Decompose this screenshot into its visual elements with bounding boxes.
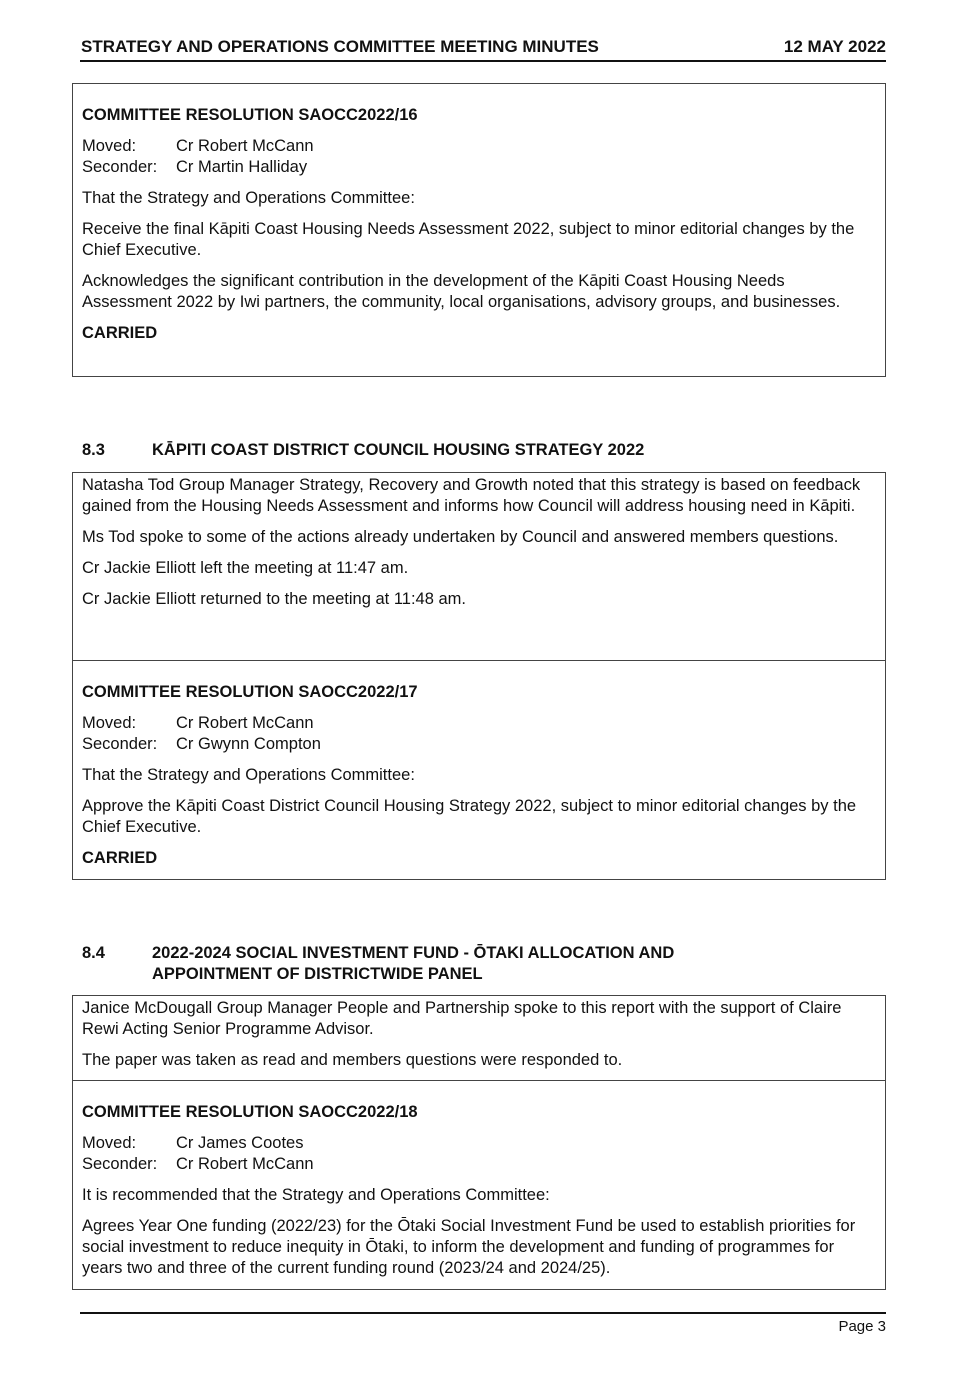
mover-block: [82, 1133, 876, 1175]
resolution-clause: Acknowledges the significant contribution in the development of the Kāpiti Coast Housing Needs Assessment 2022 by Iwi partners, the community, local organisations, advisory groups, and businesses.: [82, 272, 841, 311]
item-title-line: 2022-2024 SOCIAL INVESTMENT FUND - ŌTAKI ALLOCATION AND: [152, 944, 675, 962]
carried-label: CARRIED: [82, 849, 158, 867]
discussion-paragraph: The paper was taken as read and members questions were responded to.: [82, 1051, 623, 1069]
discussion-paragraph: Cr Jackie Elliott returned to the meeting at 11:48 am.: [82, 590, 466, 608]
resolution-box-17: [72, 660, 886, 880]
discussion-paragraph: Janice McDougall Group Manager People and Partnership spoke to this report with the support of Claire Rewi Acting Senior Programme Advisor.: [82, 999, 842, 1038]
carried-label: CARRIED: [82, 324, 158, 342]
item-number: 8.3: [82, 441, 105, 459]
resolution-intro: That the Strategy and Operations Committee:: [82, 766, 415, 784]
resolution-title: COMMITTEE RESOLUTION SAOCC2022/17: [82, 683, 418, 701]
resolution-intro: It is recommended that the Strategy and Operations Committee:: [82, 1186, 550, 1204]
seconder-label: Seconder:: [82, 1155, 158, 1173]
document-title: STRATEGY AND OPERATIONS COMMITTEE MEETING MINUTES: [81, 37, 599, 56]
resolution-clause: Receive the final Kāpiti Coast Housing Needs Assessment 2022, subject to minor editorial changes by the Chief Executive.: [82, 220, 855, 259]
discussion-paragraph: Natasha Tod Group Manager Strategy, Recovery and Growth noted that this strategy is based on feedback gained from the Housing Needs Assessment and informs how Council will address housing need in Kāpiti.: [82, 476, 861, 515]
item-title-line: APPOINTMENT OF DISTRICTWIDE PANEL: [152, 965, 483, 983]
footer-rule: [80, 1312, 886, 1314]
discussion-box-8-3: [72, 472, 886, 661]
seconder-label: Seconder:: [82, 735, 158, 753]
mover-block: [82, 136, 876, 178]
resolution-box-18: [72, 1080, 886, 1290]
seconded-by: Cr Gwynn Compton: [176, 735, 321, 753]
moved-by: Cr Robert McCann: [176, 137, 314, 155]
resolution-title: COMMITTEE RESOLUTION SAOCC2022/16: [82, 106, 418, 124]
resolution-intro: That the Strategy and Operations Committee:: [82, 189, 415, 207]
moved-by: Cr Robert McCann: [176, 714, 314, 732]
seconder-label: Seconder:: [82, 158, 158, 176]
resolution-clause: Approve the Kāpiti Coast District Council Housing Strategy 2022, subject to minor editorial changes by the Chief Executive.: [82, 797, 857, 836]
mover-block: [82, 713, 876, 755]
item-title: KĀPITI COAST DISTRICT COUNCIL HOUSING STRATEGY 2022: [152, 441, 645, 459]
item-number: 8.4: [82, 944, 105, 962]
resolution-clause: Agrees Year One funding (2022/23) for the Ōtaki Social Investment Fund be used to establish priorities for social investment to reduce inequity in Ōtaki, to inform the development and funding of programmes for years two and three of the current funding round (2023/24 and 2024/25).: [82, 1217, 856, 1277]
moved-label: Moved:: [82, 1134, 137, 1152]
discussion-box-8-4: [72, 995, 886, 1081]
meeting-date: 12 MAY 2022: [783, 37, 886, 56]
resolution-title: COMMITTEE RESOLUTION SAOCC2022/18: [82, 1103, 418, 1121]
discussion-paragraph: Ms Tod spoke to some of the actions already undertaken by Council and answered members questions.: [82, 528, 839, 546]
page-header: [80, 36, 886, 62]
item-heading-8-4: [82, 943, 882, 985]
item-heading-8-3: [82, 440, 882, 461]
moved-label: Moved:: [82, 137, 137, 155]
moved-label: Moved:: [82, 714, 137, 732]
seconded-by: Cr Robert McCann: [176, 1155, 314, 1173]
seconded-by: Cr Martin Halliday: [176, 158, 308, 176]
discussion-paragraph: Cr Jackie Elliott left the meeting at 11:47 am.: [82, 559, 409, 577]
moved-by: Cr James Cootes: [176, 1134, 304, 1152]
resolution-box-16: [72, 83, 886, 377]
page-number: Page 3: [838, 1318, 886, 1335]
